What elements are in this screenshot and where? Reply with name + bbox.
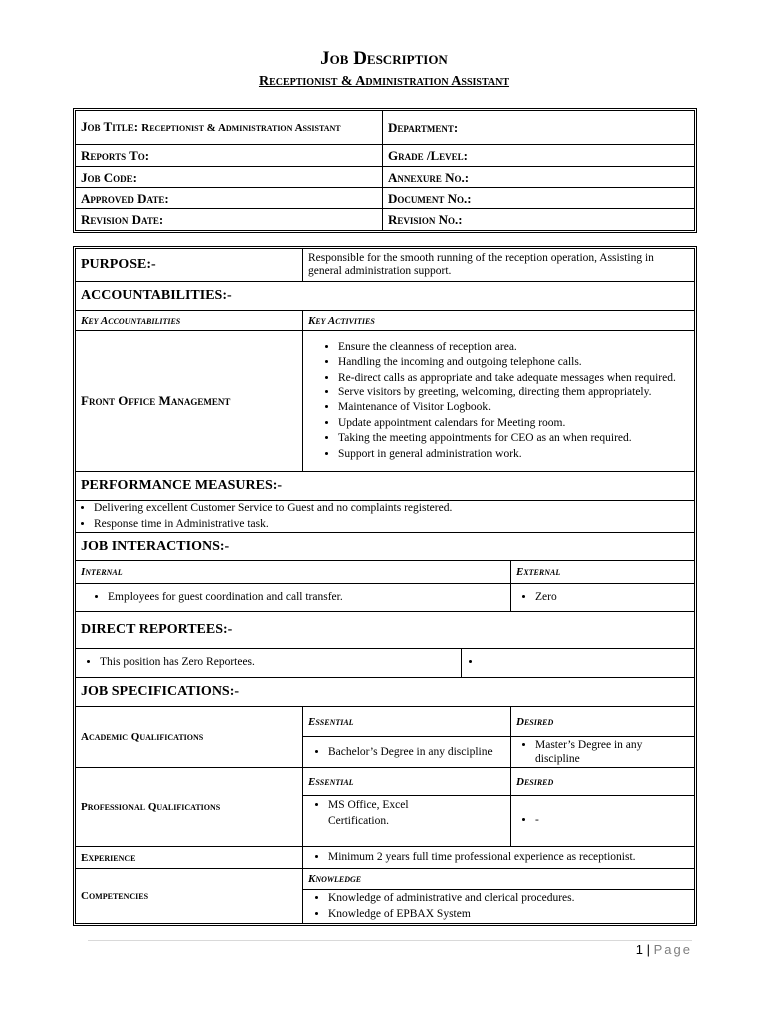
reportees-cell <box>76 649 462 678</box>
activity-item: • Serve visitors by greeting, welcoming, directing them appropriately. <box>338 385 689 401</box>
annexure-no-cell: Annexure No.: <box>383 167 695 188</box>
professional-essential-cell <box>303 796 511 847</box>
subtitle-text: Receptionist & Administration Assistant <box>258 74 510 89</box>
reportees-empty-item <box>482 655 689 671</box>
job-header-table <box>75 110 695 231</box>
external-list <box>511 590 689 606</box>
activity-item: • Re-direct calls as appropriate and take adequate messages when required. <box>338 371 689 385</box>
experience-cell <box>303 847 695 869</box>
activity-item: • Maintenance of Visitor Logbook. <box>338 400 689 416</box>
external-item: • Zero <box>535 590 689 606</box>
interactions-heading: JOB INTERACTIONS:- <box>76 533 695 561</box>
activity-item: • Support in general administration work. <box>338 447 689 463</box>
academic-essential-list <box>303 745 505 759</box>
professional-essential-item: • MS Office, Excel Certification. <box>328 798 425 829</box>
job-title-label: Job Title: <box>81 119 139 134</box>
activity-item: • Handling the incoming and outgoing telephone calls. <box>338 355 689 371</box>
document-subtitle <box>0 74 768 90</box>
key-accountabilities-header: Key Accountabilities <box>76 311 303 331</box>
specifications-heading: JOB SPECIFICATIONS:- <box>76 678 695 707</box>
professional-essential-header: Essential <box>303 768 511 796</box>
page-number: 1 <box>635 942 643 957</box>
performance-cell <box>76 501 695 533</box>
academic-label: Academic Qualifications <box>76 707 303 768</box>
job-details-table <box>75 248 695 924</box>
knowledge-list <box>303 891 689 922</box>
professional-desired-list <box>511 813 689 829</box>
academic-essential-header: Essential <box>303 707 511 737</box>
key-activities-list <box>308 340 689 463</box>
external-header: External <box>511 561 695 584</box>
reportees-empty-list <box>462 655 689 671</box>
professional-desired-cell <box>511 796 695 847</box>
department-cell: Department: <box>383 111 695 145</box>
activity-item: • Ensure the cleanness of reception area. <box>338 340 689 356</box>
academic-desired-item: • Master’s Degree in any discipline <box>535 738 689 766</box>
internal-item: • Employees for guest coordination and call transfer. <box>108 590 505 606</box>
performance-list <box>76 501 689 532</box>
purpose-text: Responsible for the smooth running of the reception operation, Assisting in general administration support. <box>303 249 695 282</box>
purpose-label: PURPOSE:- <box>76 249 303 282</box>
reports-to-cell: Reports To: <box>76 145 383 167</box>
experience-item: • Minimum 2 years full time professional experience as receptionist. <box>328 850 689 866</box>
document-title: Job Description <box>320 48 448 69</box>
job-title-cell <box>76 111 383 145</box>
knowledge-header: Knowledge <box>303 869 695 890</box>
performance-heading: PERFORMANCE MEASURES:- <box>76 472 695 501</box>
performance-item: • Delivering excellent Customer Service to Guest and no complaints registered. <box>94 501 689 517</box>
experience-label: Experience <box>76 847 303 869</box>
professional-desired-item: • - <box>535 813 689 829</box>
academic-desired-cell <box>511 737 695 768</box>
knowledge-item: • Knowledge of EPBAX System <box>328 907 689 923</box>
key-activities-header: Key Activities <box>303 311 695 331</box>
accountabilities-heading: ACCOUNTABILITIES:- <box>76 282 695 311</box>
grade-level-cell: Grade /Level: <box>383 145 695 167</box>
reportees-list <box>76 655 456 671</box>
job-title-value: Receptionist & Administration Assistant <box>141 122 341 134</box>
approved-date-cell: Approved Date: <box>76 188 383 209</box>
page-footer <box>636 942 692 957</box>
professional-essential-list <box>303 798 505 829</box>
knowledge-item: • Knowledge of administrative and clerical procedures. <box>328 891 689 907</box>
reportees-heading: DIRECT REPORTEES:- <box>76 612 695 649</box>
reportees-empty-cell <box>462 649 695 678</box>
activity-item: • Update appointment calendars for Meeting room. <box>338 416 689 432</box>
job-code-cell: Job Code: <box>76 167 383 188</box>
footer-rule <box>88 940 692 941</box>
front-office-label: Front Office Management <box>76 331 303 472</box>
internal-list <box>76 590 505 606</box>
competencies-label: Competencies <box>76 869 303 924</box>
revision-date-cell: Revision Date: <box>76 209 383 231</box>
academic-desired-header: Desired <box>511 707 695 737</box>
page-word: Page <box>653 942 692 957</box>
internal-cell <box>76 584 511 612</box>
experience-list <box>303 850 689 866</box>
knowledge-cell <box>303 890 695 924</box>
page-separator: | <box>646 942 650 957</box>
academic-essential-cell <box>303 737 511 768</box>
reportees-item: • This position has Zero Reportees. <box>100 655 456 671</box>
professional-desired-header: Desired <box>511 768 695 796</box>
academic-essential-item: • Bachelor’s Degree in any discipline <box>328 745 505 759</box>
revision-no-cell: Revision No.: <box>383 209 695 231</box>
external-cell <box>511 584 695 612</box>
internal-header: Internal <box>76 561 511 584</box>
document-no-cell: Document No.: <box>383 188 695 209</box>
key-activities-cell <box>303 331 695 472</box>
activity-item: • Taking the meeting appointments for CEO as an when required. <box>338 431 689 447</box>
professional-label: Professional Qualifications <box>76 768 303 847</box>
performance-item: • Response time in Administrative task. <box>94 517 689 533</box>
academic-desired-list <box>511 738 689 766</box>
